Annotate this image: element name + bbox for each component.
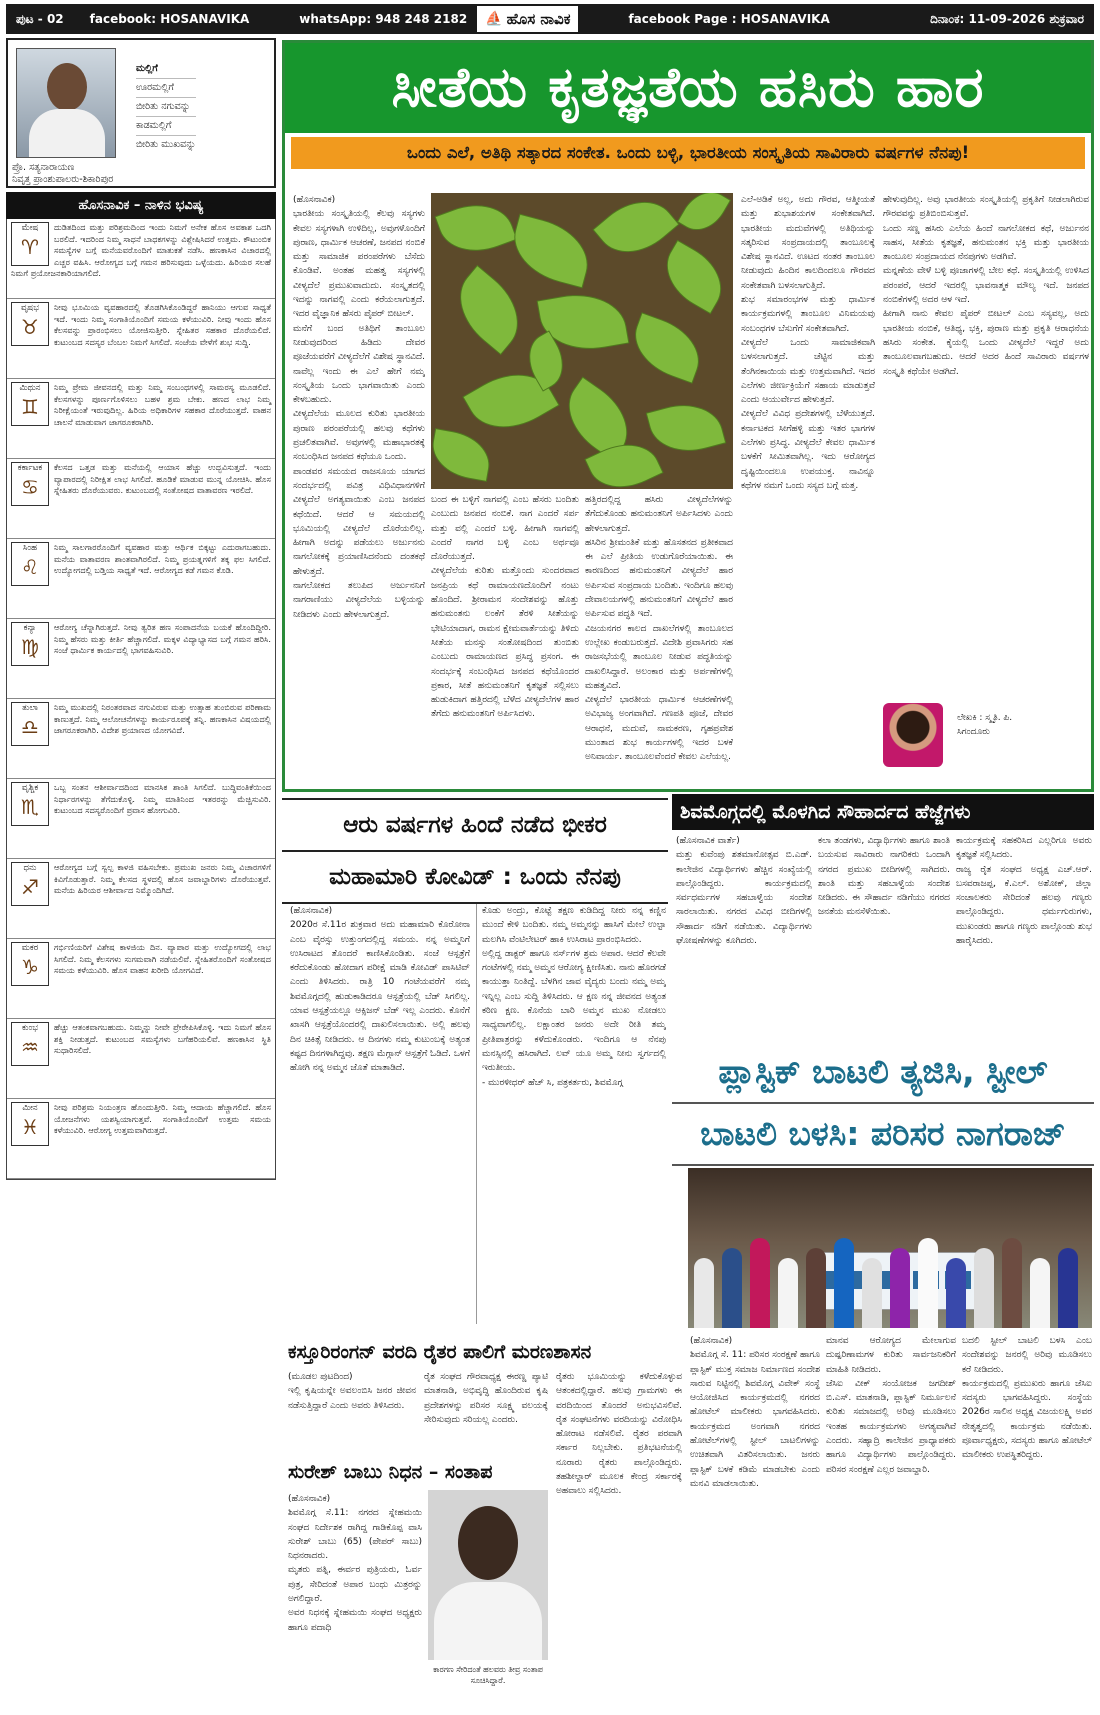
sign-text: ಆರೋಗ್ಯ ಚೆನ್ನಾಗಿರುತ್ತದೆ. ನೀವು ತ್ವರಿತ ಹಣ ಸಂಪಾದನೆಯ ಬಯಕೆ ಹೊಂದಿದ್ದೀರಿ. ನಿಮ್ಮ ಹೆಸರು ಮತ್ತು ಕೀರ್ತಿ ಹೆಚ್ಚಾಗಲಿದೆ. ಮಕ್ಕಳ ವಿದ್ಯಾಭ್ಯಾಸದ ಬಗ್ಗೆ ಗಮನ ಹರಿಸಿ. ಸಂಜೆ ಧಾರ್ಮಿಕ ಕಾರ್ಯದಲ್ಲಿ ಭಾಗವಹಿಸುವಿರಿ. <box>54 622 271 656</box>
horoscope-sign <box>7 1099 275 1179</box>
archer-icon <box>11 862 49 906</box>
shimoga-headline: ಶಿವಮೊಗ್ಗದಲ್ಲಿ ಮೊಳಗಿದ ಸೌಹಾರ್ದದ ಹೆಜ್ಜೆಗಳು <box>672 794 1094 830</box>
person-figure <box>890 1248 910 1328</box>
sign-text: ಗರ್ಭಿಣಿಯರಿಗೆ ವಿಶೇಷ ಕಾಳಜಿಯ ದಿನ. ವ್ಯಾಪಾರ ಮತ್ತು ಉದ್ಯೋಗದಲ್ಲಿ ಲಾಭ ಸಿಗಲಿದೆ. ನಿಮ್ಮ ಕೆಲಸಗಳು ಸುಗಮವಾಗಿ ನಡೆಯಲಿವೆ. ಸ್ನೇಹಿತರೊಂದಿಗೆ ಸಂತೋಷದ ಸಮಯ ಕಳೆಯುವಿರಿ. ಹೊಸ ವಾಹನ ಖರೀದಿ ಯೋಗವಿದೆ. <box>54 942 271 976</box>
scales-icon <box>11 702 49 746</box>
sign-glyph: ♋ <box>21 475 39 499</box>
sign-text: ನಿಮ್ಮ ಮುಖದಲ್ಲಿ ನಿರಂತರವಾದ ನಗುವಿರುವ ಮತ್ತು ಉತ್ಸಾಹ ತುಂಬಿರುವ ಪರಿಣಾಮ ಕಾಣುತ್ತದೆ. ನಿಮ್ಮ ಆಲೋಚನೆಗಳನ್ನು ಕಾರ್ಯರೂಪಕ್ಕೆ ತನ್ನಿ. ಹಣಕಾಸಿನ ವಿಷಯದಲ್ಲಿ ಜಾಗರೂಕರಾಗಿರಿ. ವಿದೇಶ ಪ್ರಯಾಣದ ಯೋಗವಿದೆ. <box>54 702 271 736</box>
sign-name: ಸಿಂಹ <box>22 543 38 553</box>
betel-leaf-icon <box>625 312 710 384</box>
betel-leaves-photo <box>431 193 733 489</box>
sign-name: ಮೇಷ <box>21 223 39 233</box>
person-figure <box>1030 1258 1050 1328</box>
sign-name: ಧನು <box>23 863 37 873</box>
author-caption: ಲೇಖಕಿ : ಸ್ಮೃತಿ. ಪಿ. ಸಿಗಂದೂರು <box>957 713 1013 737</box>
lion-icon <box>11 542 49 586</box>
betel-leaf-icon <box>443 265 536 355</box>
sign-name: ಕುಂಭ <box>21 1023 39 1033</box>
kasturi-col-1: (ಮೂಡಲ ಪುಟದಿಂದ) ಇಲ್ಲಿ ಕೃಷಿಯನ್ನೇ ಅವಲಂಬಿಸಿ ಜನರ ಜೀವನ ನಡೆಸುತ್ತಿದ್ದಾರೆ ಎಂದು ಅವರು ತಿಳಿಸಿದರು. <box>288 1372 416 1411</box>
sign-text: ದುಡಿತದಿಂದ ಮತ್ತು ಪರಿಶ್ರಮದಿಂದ ಇಂದು ನಿಮಗೆ ಅನೇಕ ಹೊಸ ಅವಕಾಶ ಒದಗಿ ಬರಲಿದೆ. ಇದರಿಂದ ನಿಮ್ಮ ಸಾಧನೆ ಬಾಧಕಗಳನ್ನು ವಿಶ್ಲೇಷಿಸಿದರೆ ಉತ್ತಮ. ಕೌಟುಂಬಿಕ ಸಮಸ್ಯೆಗಳ ಬಗ್ಗೆ ಮನೆಯವರೊಂದಿಗೆ ಮಾತುಕತೆ ನಡೆಸಿ. ಹಣಕಾಸಿನ ವಿಚಾರದಲ್ಲಿ ಎಚ್ಚರ ವಹಿಸಿ. ಆರೋಗ್ಯದ ಬಗ್ಗೆ ಗಮನ ಹರಿಸುವುದು ಒಳ್ಳೆಯದು. ಹಿರಿಯರ ಸಲಹೆ ನಿಮಗೆ ಪ್ರಯೋಜನಕಾರಿಯಾಗಲಿದೆ. <box>11 222 271 279</box>
horoscope-sign <box>7 379 275 459</box>
covid-headline: ಆರು ವರ್ಷಗಳ ಹಿಂದೆ ನಡೆದ ಭೀಕರ ಮಹಾಮಾರಿ ಕೋವಿಡ್ : ಒಂದು ನೆನಪು <box>282 796 668 900</box>
sign-text: ನೀವು ಪರಿಶ್ರಮ ನಿಯಂತ್ರಣ ಹೊಂದುತ್ತೀರಿ. ನಿಮ್ಮ ಆದಾಯ ಹೆಚ್ಚಾಗಲಿದೆ. ಹೊಸ ಯೋಜನೆಗಳು ಯಶಸ್ವಿಯಾಗುತ್ತವೆ. ಸಂಗಾತಿಯೊಂದಿಗೆ ಉತ್ತಮ ಸಮಯ ಕಳೆಯುವಿರಿ. ಆರೋಗ್ಯ ಉತ್ತಮವಾಗಿರುತ್ತದೆ. <box>54 1102 271 1136</box>
plastic-col-1: (ಹೊಸನಾವಿಕ) ಶಿವಮೊಗ್ಗ ಸೆ. 11: ಪರಿಸರ ಸಂರಕ್ಷಣೆ ಹಾಗೂ ಪ್ಲಾಸ್ಟಿಕ್ ಮುಕ್ತ ಸಮಾಜ ನಿರ್ಮಾಣದ ಸಂದೇಶ ಸಾರುವ ನಿಟ್ಟಿನಲ್ಲಿ ಶಿವಮೊಗ್ಗ ವಿವೇಕ್ ಸಂಸ್ಥೆ ಆಯೋಜಿಸಿದ ಕಾರ್ಯಕ್ರಮದಲ್ಲಿ ನಗರದ ಹೋಟೆಲ್ ಮಾಲೀಕರು ಭಾಗವಹಿಸಿದರು. ಕಾರ್ಯಕ್ರಮದ ಅಂಗವಾಗಿ ನಗರದ ಹೋಟೆಲ್‌ಗಳಲ್ಲಿ ಸ್ಟೀಲ್ ಬಾಟಲಿಗಳನ್ನು ಉಚಿತವಾಗಿ ವಿತರಿಸಲಾಯಿತು. ಜನರು ಪ್ಲಾಸ್ಟಿಕ್ ಬಳಕೆ ಕಡಿಮೆ ಮಾಡಬೇಕು ಎಂದು ಮನವಿ ಮಾಡಲಾಯಿತು. <box>690 1336 820 1489</box>
horoscope-sign <box>7 859 275 939</box>
betel-leaf-icon <box>505 214 597 289</box>
poem-box <box>6 38 276 188</box>
issue-date: ದಿನಾಂಕ: 11-09-2026 ಶುಕ್ರವಾರ <box>930 11 1084 26</box>
shimoga-col-2: ಕಲಾ ತಂಡಗಳು, ವಿದ್ಯಾರ್ಥಿಗಳು ಹಾಗೂ ಶಾಂತಿ ಬಯಸುವ ಸಾವಿರಾರು ನಾಗರಿಕರು ಒಂದಾಗಿ ನಗರದ ಪ್ರಮುಖ ಬೀದಿಗಳಲ್ಲಿ ಸಾಗಿದರು. ಶಾಂತಿ ಮತ್ತು ಸಹಬಾಳ್ವೆಯ ಸಂದೇಶ ನೀಡಿದರು. ಈ ಸೌಹಾರ್ದ ನಡಿಗೆಯು ನಗರದ ಜನತೆಯ ಮನಸೆಳೆಯಿತು. <box>818 836 950 918</box>
group-photo <box>688 1168 1092 1328</box>
poet-photo <box>16 48 116 158</box>
water-bearer-icon <box>11 1022 49 1066</box>
goat-icon <box>11 942 49 986</box>
sign-glyph: ♌ <box>21 555 39 579</box>
horoscope-sign <box>7 539 275 619</box>
main-headline: ಸೀತೆಯ ಕೃತಜ್ಞತೆಯ ಹಸಿರು ಹಾರ <box>285 43 1091 133</box>
sign-name: ವೃಷಭ <box>20 303 40 313</box>
sign-glyph: ♒ <box>21 1035 39 1059</box>
betel-leaf-icon <box>435 193 518 263</box>
person-figure <box>1058 1248 1078 1328</box>
sign-name: ಮಕರ <box>21 943 39 953</box>
poet-caption: ಪ್ರೊ. ಸತ್ಯನಾರಾಯಣ ನಿವೃತ್ತ ಪ್ರಾಂಶುಪಾಲರು-ಶಿಕಾರಿಪುರ <box>12 162 114 185</box>
author-photo <box>883 703 943 767</box>
newspaper-logo: ⛵ ಹೊಸ ನಾವಿಕ <box>477 6 578 32</box>
ship-icon: ⛵ <box>485 11 503 27</box>
person-figure <box>1002 1238 1022 1328</box>
sign-glyph: ♊ <box>21 395 39 419</box>
sign-name: ವೃಶ್ಚಿಕ <box>21 783 39 793</box>
horoscope-sign <box>7 1019 275 1099</box>
horoscope-title: ಹೊಸನಾವಿಕ – ನಾಳಿನ ಭವಿಷ್ಯ <box>6 192 276 219</box>
scorpion-icon <box>11 782 49 826</box>
main-story <box>282 40 1094 792</box>
sign-glyph: ♈ <box>21 235 39 259</box>
sign-text: ಹೆಚ್ಚು ಆತಂಕವಾಗಬಹುದು. ನಿಮ್ಮನ್ನು ನೀವೇ ಪ್ರೇರೇಪಿಸಿಕೊಳ್ಳಿ. ಇದು ನಿಮಗೆ ಹೊಸ ಶಕ್ತಿ ನೀಡುತ್ತದೆ. ಕುಟುಂಬದ ಸಮಸ್ಯೆಗಳು ಬಗೆಹರಿಯಲಿವೆ. ಹಣಕಾಸಿನ ಸ್ಥಿತಿ ಸುಧಾರಿಸಲಿದೆ. <box>54 1022 271 1056</box>
sign-name: ಮೀನ <box>22 1103 38 1113</box>
kasturi-col-3: ರೈತರು ಭೂಮಿಯನ್ನು ಕಳೆದುಕೊಳ್ಳುವ ಆತಂಕದಲ್ಲಿದ್ದಾರೆ. ಹಲವು ಗ್ರಾಮಗಳು ಈ ವರದಿಯಿಂದ ತೊಂದರೆ ಅನುಭವಿಸಲಿವೆ. ರೈತ ಸಂಘಟನೆಗಳು ವರದಿಯನ್ನು ವಿರೋಧಿಸಿ ಹೋರಾಟ ನಡೆಸಲಿವೆ. ರೈತರ ಪರವಾಗಿ ಸರ್ಕಾರ ನಿಲ್ಲಬೇಕು. ಪ್ರತಿಭಟನೆಯಲ್ಲಿ ನೂರಾರು ರೈತರು ಪಾಲ್ಗೊಂಡಿದ್ದರು. ತಹಶೀಲ್ದಾರ್ ಮೂಲಕ ಕೇಂದ್ರ ಸರ್ಕಾರಕ್ಕೆ ಅಹವಾಲು ಸಲ್ಲಿಸಿದರು. <box>556 1372 682 1497</box>
horoscope-sign <box>7 459 275 539</box>
sign-name: ಕನ್ಯಾ <box>23 623 37 633</box>
page-number: ಪುಟ - 02 <box>16 11 64 26</box>
whatsapp-number: whatsApp: 948 248 2182 <box>299 12 468 26</box>
betel-leaf-icon <box>677 193 731 240</box>
plastic-col-2: ಮಾನವ ಆರೋಗ್ಯದ ಮೇಲಾಗುವ ದುಷ್ಪರಿಣಾಮಗಳ ಕುರಿತು ಸಾರ್ವಜನಿಕರಿಗೆ ಮಾಹಿತಿ ನೀಡಿದರು. ಜೆಸಿಐ ವೀಕ್ ಸಂಯೋಜಕ ಜಗದೀಶ್ ಬಿ.ಎಸ್. ಮಾತನಾಡಿ, ಪ್ಲಾಸ್ಟಿಕ್ ನಿರ್ಮೂಲನೆ ಕುರಿತು ಸಮಾಜದಲ್ಲಿ ಅರಿವು ಮೂಡಿಸಲು ಇಂತಹ ಕಾರ್ಯಕ್ರಮಗಳು ಅಗತ್ಯವಾಗಿವೆ ಎಂದರು. ಸಹ್ಯಾದ್ರಿ ಕಾಲೇಜಿನ ಪ್ರಾಧ್ಯಾಪಕರು ಹಾಗೂ ವಿದ್ಯಾರ್ಥಿಗಳು ಪಾಲ್ಗೊಂಡಿದ್ದರು. ಪರಿಸರ ಸಂರಕ್ಷಣೆ ಎಲ್ಲರ ಜವಾಬ್ದಾರಿ. <box>826 1336 956 1475</box>
covid-col-1: (ಹೊಸನಾವಿಕ) 2020ರ ಸೆ.11ರ ಶುಕ್ರವಾರ ಅದು ಮಹಾಮಾರಿ ಕೊರೋನಾ ಎಂಬ ವೈರಸ್ಸು ಉತ್ತುಂಗದಲ್ಲಿದ್ದ ಸಮಯ. ನನ್ನ ಅಮ್ಮನಿಗೆ ಉಸಿರಾಟದ ತೊಂದರೆ ಕಾಣಿಸಿಕೊಂಡಿತು. ಸಂಜೆ ಆಸ್ಪತ್ರೆಗೆ ಕರೆದುಕೊಂಡು ಹೋದಾಗ ಪರೀಕ್ಷೆ ಮಾಡಿ ಕೋವಿಡ್ ಪಾಸಿಟಿವ್ ಎಂದು ತಿಳಿಸಿದರು. ರಾತ್ರಿ 10 ಗಂಟೆಯವರೆಗೆ ನಮ್ಮ ಶಿವಮೊಗ್ಗದಲ್ಲಿ ಹುಡುಕಾಡಿದರೂ ಆಸ್ಪತ್ರೆಯಲ್ಲಿ ಬೆಡ್ ಸಿಗಲಿಲ್ಲ. ಯಾವ ಆಸ್ಪತ್ರೆಯಲ್ಲೂ ಆಕ್ಸಿಜನ್ ಬೆಡ್ ಇಲ್ಲ ಎಂದರು. ಕೊನೆಗೆ ಖಾಸಗಿ ಆಸ್ಪತ್ರೆಯೊಂದರಲ್ಲಿ ದಾಖಲಿಸಲಾಯಿತು. ಅಲ್ಲಿ ಹಲವು ದಿನ ಚಿಕಿತ್ಸೆ ನೀಡಿದರು. ಆ ದಿನಗಳು ನಮ್ಮ ಕುಟುಂಬಕ್ಕೆ ಅತ್ಯಂತ ಕಷ್ಟದ ದಿನಗಳಾಗಿದ್ದವು. ತಕ್ಷಣ ಮೆಗ್ಗಾನ್ ಆಸ್ಪತ್ರೆಗೆ ಓಡಿದೆ. ಒಳಗೆ ಹೋಗಿ ನನ್ನ ಅಮ್ಮನ ಜೊತೆ ಮಾತಾಡಿದೆ. <box>290 906 470 1074</box>
main-col-2: ಬಂದ ಈ ಬಳ್ಳಿಗೆ ನಾಗವಲ್ಲಿ ಎಂಬ ಹೆಸರು ಬಂದಿತು ಎಂಬುದು ಜನಪದ ನಂಬಿಕೆ. ನಾಗ ಎಂದರೆ ಸರ್ಪ ಮತ್ತು ವಲ್ಲಿ ಎಂದರೆ ಬಳ್ಳಿ. ಹೀಗಾಗಿ ನಾಗವಲ್ಲಿ ಎಂದರೆ ನಾಗರ ಬಳ್ಳಿ ಎಂಬ ಅರ್ಥವೂ ದೊರೆಯುತ್ತದೆ. ವೀಳ್ಯದೆಲೆಯ ಕುರಿತು ಮತ್ತೊಂದು ಸುಂದರವಾದ ಜನಪ್ರಿಯ ಕಥೆ ರಾಮಾಯಣದೊಂದಿಗೆ ನಂಟು ಹೊಂದಿದೆ. ಶ್ರೀರಾಮನ ಸಂದೇಶವನ್ನು ಹೊತ್ತು ಹನುಮಂತನು ಲಂಕೆಗೆ ತೆರಳಿ ಸೀತೆಯನ್ನು ಭೇಟಿಯಾದಾಗ, ರಾಮನ ಕ್ಷೇಮವಾರ್ತೆಯನ್ನು ತಿಳಿದು ಸೀತೆಯ ಮನಸ್ಸು ಸಂತೋಷದಿಂದ ತುಂಬಿತು ಎಂಬುದು ರಾಮಾಯಣದ ಪ್ರಸಿದ್ಧ ಪ್ರಸಂಗ. ಈ ಸಂದರ್ಭಕ್ಕೆ ಸಂಬಂಧಿಸಿದ ಜನಪದ ಕಥೆಯೊಂದರ ಪ್ರಕಾರ, ಸೀತೆ ಹನುಮಂತನಿಗೆ ಕೃತಜ್ಞತೆ ಸಲ್ಲಿಸಲು ಹುಡುಕಿದಾಗ ಹತ್ತಿರದಲ್ಲಿ ಬೆಳೆದ ವೀಳ್ಯದೆಲೆಗಳ ಹಾರ ತೆಗೆದು ಹನುಮಂತನಿಗೆ ಅರ್ಪಿಸಿದಳು. <box>431 495 579 720</box>
betel-leaf-icon <box>653 240 733 315</box>
sign-text: ಒಬ್ಬ ಸಂತನ ಆಶೀರ್ವಾದದಿಂದ ಮಾನಸಿಕ ಶಾಂತಿ ಸಿಗಲಿದೆ. ಬುದ್ಧಿವಂತಿಕೆಯಿಂದ ನಿರ್ಧಾರಗಳನ್ನು ತೆಗೆದುಕೊಳ್ಳಿ. ನಿಮ್ಮ ಮಾತಿನಿಂದ ಇತರರನ್ನು ಮೆಚ್ಚಿಸುವಿರಿ. ಕುಟುಂಬದ ಸದಸ್ಯರೊಂದಿಗೆ ಪ್ರವಾಸ ಹೋಗುವಿರಿ. <box>54 782 271 816</box>
person-figure <box>722 1248 742 1328</box>
poem-text: ಮಲ್ಲಿಗೆ ಊರಮಲ್ಲಿಗೆ ಬೀರಿತು ನಗುವನ್ನು ಕಾಡಮಲ್ಲಿಗೆ ಬೀರಿತು ಮುಖವನ್ನು <box>136 60 196 154</box>
main-col-3: ಹತ್ತಿರದಲ್ಲಿದ್ದ ಹಸಿರು ವೀಳ್ಯದೆಲೆಗಳನ್ನು ತೆಗೆದುಕೊಂಡು ಹನುಮಂತನಿಗೆ ಅರ್ಪಿಸಿದಳು ಎಂದು ಹೇಳಲಾಗುತ್ತದೆ. ಹಸಿರಿನ ಶ್ರೀಮಂತಿಕೆ ಮತ್ತು ಹೊಸತನದ ಪ್ರತೀಕವಾದ ಈ ಎಲೆ ಪ್ರೀತಿಯ ಉಡುಗೊರೆಯಾಯಿತು. ಈ ಕಾರಣದಿಂದ ಹನುಮಂತನಿಗೆ ವೀಳ್ಯದೆಲೆ ಹಾರ ಅರ್ಪಿಸುವ ಸಂಪ್ರದಾಯ ಬಂದಿತು. ಇಂದಿಗೂ ಹಲವು ದೇವಾಲಯಗಳಲ್ಲಿ ಹನುಮಂತನಿಗೆ ವೀಳ್ಯದೆಲೆ ಹಾರ ಅರ್ಪಿಸುವ ಪದ್ಧತಿ ಇದೆ. ವಿಜಯನಗರ ಕಾಲದ ದಾಖಲೆಗಳಲ್ಲಿ ತಾಂಬೂಲದ ಉಲ್ಲೇಖ ಕಂಡುಬರುತ್ತದೆ. ವಿದೇಶಿ ಪ್ರವಾಸಿಗರು ಸಹ ರಾಜಸಭೆಯಲ್ಲಿ ತಾಂಬೂಲ ನೀಡುವ ಪದ್ಧತಿಯನ್ನು ದಾಖಲಿಸಿದ್ದಾರೆ. ಅಲಂಕಾರ ಮತ್ತು ಅರ್ಪಣೆಗಳಲ್ಲಿ ಮಹತ್ವವಿದೆ. ವೀಳ್ಯದೆಲೆ ಭಾರತೀಯ ಧಾರ್ಮಿಕ ಆಚರಣೆಗಳಲ್ಲಿ ಅವಿಭಾಜ್ಯ ಅಂಗವಾಗಿದೆ. ಗಣಪತಿ ಪೂಜೆ, ದೇವರ ಆರಾಧನೆ, ಮದುವೆ, ನಾಮಕರಣ, ಗೃಹಪ್ರವೇಶ ಮುಂತಾದ ಶುಭ ಕಾರ್ಯಗಳಲ್ಲಿ ಇದರ ಬಳಕೆ ಅನಿವಾರ್ಯ. ತಾಂಬೂಲವೆಂದರೆ ಕೇವಲ ಎಲೆಯಲ್ಲ. <box>585 495 733 763</box>
horoscope-sign <box>7 619 275 699</box>
sign-name: ತುಲಾ <box>22 703 38 713</box>
facebook-handle: facebook: HOSANAVIKA <box>89 12 250 26</box>
horoscope-list <box>6 219 276 1180</box>
horoscope-sign <box>7 299 275 379</box>
facebook-page: facebook Page : HOSANAVIKA <box>628 12 830 26</box>
bull-icon <box>11 302 49 346</box>
person-figure <box>834 1238 854 1328</box>
suresh-photo <box>428 1490 548 1660</box>
sign-text: ಕೆಲಸದ ಒತ್ತಡ ಮತ್ತು ಮನೆಯಲ್ಲಿ ಆಯಾಸ ಹೆಚ್ಚು ಉದ್ಭವಿಸುತ್ತದೆ. ಇಂದು ವ್ಯಾಪಾರದಲ್ಲಿ ನಿರೀಕ್ಷಿತ ಲಾಭ ಸಿಗಲಿದೆ. ಹೂಡಿಕೆ ಮಾಡುವ ಮುನ್ನ ಯೋಚಿಸಿ. ಹೊಸ ಸ್ನೇಹಿತರು ದೊರೆಯುವರು. ಕುಟುಂಬದಲ್ಲಿ ಸಂತೋಷದ ವಾತಾವರಣ ಇರಲಿದೆ. <box>54 462 271 496</box>
shimoga-col-1: (ಹೊಸನಾವಿಕ ವಾರ್ತೆ) ಮತ್ತು ಕುವೆಂಪು ಶತಮಾನೋತ್ಸವ ಬಿ.ಎಡ್. ಕಾಲೇಜಿನ ವಿದ್ಯಾರ್ಥಿಗಳು ಹೆಚ್ಚಿನ ಸಂಖ್ಯೆಯಲ್ಲಿ ಪಾಲ್ಗೊಂಡಿದ್ದರು. ಕಾರ್ಯಕ್ರಮದಲ್ಲಿ ಸರ್ವಧರ್ಮಗಳ ಸಹಬಾಳ್ವೆಯ ಸಂದೇಶ ಸಾರಲಾಯಿತು. ನಗರದ ವಿವಿಧ ಬೀದಿಗಳಲ್ಲಿ ಸೌಹಾರ್ದ ನಡಿಗೆ ನಡೆಯಿತು. ವಿದ್ಯಾರ್ಥಿಗಳು ಘೋಷಣೆಗಳನ್ನು ಕೂಗಿದರು. <box>676 836 812 947</box>
sign-name: ಕರ್ಕಾಟಕ <box>17 463 43 473</box>
suresh-caption: ಕಾರಗಣ ಸೇರಿದಂತೆ ಹಲವರು ತೀವ್ರ ಸಂತಾಪ ಸೂಚಿಸಿದ್ದಾರೆ. <box>433 1665 543 1685</box>
column-rule <box>476 904 477 1324</box>
person-figure <box>806 1248 826 1328</box>
sign-text: ನಿಮ್ಮ ಸಾಲಗಾರರೊಂದಿಗೆ ವ್ಯವಹಾರ ಮತ್ತು ಆರ್ಥಿಕ ಬಿಕ್ಕಟ್ಟು ಎದುರಾಗಬಹುದು. ಮನೆಯ ವಾತಾವರಣ ಶಾಂತವಾಗಿರಲಿದೆ. ನಿಮ್ಮ ಪ್ರಯತ್ನಗಳಿಗೆ ತಕ್ಕ ಫಲ ಸಿಗಲಿದೆ. ಉದ್ಯೋಗದಲ್ಲಿ ಬಡ್ತಿಯ ಸಾಧ್ಯತೆ ಇದೆ. ಆರೋಗ್ಯದ ಕಡೆ ಗಮನ ಕೊಡಿ. <box>54 542 271 576</box>
betel-leaf-icon <box>431 428 494 482</box>
sign-glyph: ♑ <box>21 955 39 979</box>
sign-glyph: ♐ <box>21 875 39 899</box>
sign-glyph: ♍ <box>21 635 39 659</box>
suresh-text: (ಹೊಸನಾವಿಕ) ಶಿವಮೊಗ್ಗ ಸೆ.11: ನಗರದ ಸ್ನೇಹಮಯಿ ಸಂಘದ ನಿರ್ದೇಶಕ ರಾಗಿದ್ದ ಗಾಡಿಕೊಪ್ಪ ವಾಸಿ ಸುರೇಶ್ ಬಾಬು (65) (ಪೇಪರ್ ಸಾಬು) ನಿಧನರಾದರು. ಮೃತರು ಪತ್ನಿ, ಈರ್ವರ ಪುತ್ರಿಯರು, ಓರ್ವ ಪುತ್ರ, ಸೇರಿದಂತೆ ಅಪಾರ ಬಂಧು ಮಿತ್ರರನ್ನು ಅಗಲಿದ್ದಾರೆ. ಅವರ ನಿಧನಕ್ಕೆ ಸ್ನೇಹಮಯಿ ಸಂಘದ ಅಧ್ಯಕ್ಷರು ಹಾಗೂ ಪದಾಧಿ <box>288 1494 422 1633</box>
main-subheadline: ಒಂದು ಎಲೆ, ಅತಿಥಿ ಸತ್ಕಾರದ ಸಂಕೇತ. ಒಂದು ಬಳ್ಳಿ, ಭಾರತೀಯ ಸಂಸ್ಕೃತಿಯ ಸಾವಿರಾರು ವರ್ಷಗಳ ನೆನಪು! <box>291 137 1085 169</box>
main-col-5: ಹೇಳುವುದಿಲ್ಲ. ಅವು ಭಾರತೀಯ ಸಂಸ್ಕೃತಿಯಲ್ಲಿ ಪ್ರಕೃತಿಗೆ ನೀಡಲಾಗಿರುವ ಗೌರವವನ್ನು ಪ್ರತಿಬಿಂಬಿಸುತ್ತವೆ. ಒಂದು ಸಣ್ಣ ಹಸಿರು ಎಲೆಯ ಹಿಂದೆ ನಾಗಲೋಕದ ಕಥೆ, ಅರ್ಜುನನ ಸಾಹಸ, ಸೀತೆಯ ಕೃತಜ್ಞತೆ, ಹನುಮಂತನ ಭಕ್ತಿ ಮತ್ತು ಭಾರತೀಯ ತಾಂಬೂಲ ಸಂಪ್ರದಾಯದ ನೆನಪುಗಳು ಅಡಗಿವೆ. ಮನ್ನಣೆಯ ವೇಳೆ ಬಳ್ಳಿ ಪೂಜಾಗಳಲ್ಲಿ ಬೇಲ ಕಥೆ. ಸಂಸ್ಕೃತಿಯಲ್ಲಿ ಉಳಿಸಿದ ಪರಂಪರೆ, ಆದರೆ ಇದರಲ್ಲಿ ಭಾವನಾತ್ಮಕ ಮೌಲ್ಯ ಇದೆ. ಜನಪದ ನಂಬಿಕೆಗಳಲ್ಲಿ ಅದರ ಆಳ ಇದೆ. ಹೀಗಾಗಿ ನಾನು ಕೇವಲ ಪೈಪರ್ ಬೀಟಲ್ ಎಂಬ ಸಸ್ಯವಲ್ಲ, ಅದು ಭಾರತೀಯ ನಂಬಿಕೆ, ಆತಿಥ್ಯ, ಭಕ್ತಿ, ಪುರಾಣ ಮತ್ತು ಪ್ರಕೃತಿ ಆರಾಧನೆಯ ಹಸಿರು ಸಂಕೇತ. ಕೈಯಲ್ಲಿ ಒಂದು ವೀಳ್ಯದೆಲೆ ಇದ್ದರೆ ಅದು ತಾಂಬೂಲವಾಗಬಹುದು. ಆದರೆ ಅದರ ಹಿಂದೆ ಸಾವಿರಾರು ವರ್ಷಗಳ ಸಂಸ್ಕೃತಿ ಕಥೆಯೇ ಅಡಗಿದೆ. <box>883 195 1089 377</box>
betel-leaf-icon <box>646 395 727 461</box>
fish-icon <box>11 1102 49 1146</box>
sign-name: ಮಿಥುನ <box>19 383 41 393</box>
main-col-1: (ಹೊಸನಾವಿಕ) ಭಾರತೀಯ ಸಂಸ್ಕೃತಿಯಲ್ಲಿ ಕೆಲವು ಸಸ್ಯಗಳು ಕೇವಲ ಸಸ್ಯಗಳಾಗಿ ಉಳಿದಿಲ್ಲ, ಅವುಗಳೊಂದಿಗೆ ಪುರಾಣ, ಧಾರ್ಮಿಕ ಆಚರಣೆ, ಜನಪದ ನಂಬಿಕೆ ಮತ್ತು ಸಾಮಾಜಿಕ ಪರಂಪರೆಗಳು ಬೆಸೆದು ಕೊಂಡಿವೆ. ಅಂತಹ ಮಹತ್ವ ಸಸ್ಯಗಳಲ್ಲಿ ವೀಳ್ಯದೆಲೆ ಪ್ರಮುಖವಾದುದು. ಸಂಸ್ಕೃತದಲ್ಲಿ ಇದನ್ನು ನಾಗವಲ್ಲಿ ಎಂದು ಕರೆಯಲಾಗುತ್ತದೆ. ಇದರ ವೈಜ್ಞಾನಿಕ ಹೆಸರು ಪೈಪರ್ ಬೀಟಲ್. ಮನೆಗೆ ಬಂದ ಅತಿಥಿಗೆ ತಾಂಬೂಲ ನೀಡುವುದರಿಂದ ಹಿಡಿದು ದೇವರ ಪೂಜೆಯವರೆಗೆ ವೀಳ್ಯದೆಲೆಗೆ ವಿಶೇಷ ಸ್ಥಾನವಿದೆ. ನಾವೆಲ್ಲ ಇಂದು ಈ ಎಲೆ ಹೇಗೆ ನಮ್ಮ ಸಂಸ್ಕೃತಿಯ ಒಂದು ಭಾಗವಾಯಿತು ಎಂದು ಕೇಳಬಹುದು. ವೀಳ್ಯದೆಲೆಯ ಮೂಲದ ಕುರಿತು ಭಾರತೀಯ ಪುರಾಣ ಪರಂಪರೆಯಲ್ಲಿ ಹಲವು ಕಥೆಗಳು ಪ್ರಚಲಿತವಾಗಿವೆ. ಅವುಗಳಲ್ಲಿ ಮಹಾಭಾರತಕ್ಕೆ ಸಂಬಂಧಿಸಿದ ಜನಪದ ಕಥೆಯೂ ಒಂದು. ಪಾಂಡವರ ಸಮಯದ ರಾಜಸೂಯ ಯಾಗದ ಸಂದರ್ಭದಲ್ಲಿ ಪವಿತ್ರ ವಿಧಿವಿಧಾನಗಳಿಗೆ ವೀಳ್ಯದೆಲೆ ಅಗತ್ಯವಾಯಿತು ಎಂಬ ಜನಪದ ಕಥೆಯಿದೆ. ಆದರೆ ಆ ಸಮಯದಲ್ಲಿ ಭೂಮಿಯಲ್ಲಿ ವೀಳ್ಯದೆಲೆ ದೊರೆಯಲಿಲ್ಲ. ಹೀಗಾಗಿ ಅದನ್ನು ಪಡೆಯಲು ಅರ್ಜುನನು ನಾಗಲೋಕಕ್ಕೆ ಪ್ರಯಾಣಿಸಿದನೆಂದು ದಂತಕಥೆ ಹೇಳುತ್ತದೆ. ನಾಗಲೋಕದ ತಲುಪಿದ ಅರ್ಜುನನಿಗೆ ನಾಗರಾಣಿಯು ವೀಳ್ಯದೆಲೆಯ ಬಳ್ಳಿಯನ್ನು ನೀಡಿದಳು ಎಂದು ಹೇಳಲಾಗುತ್ತದೆ. <box>293 195 425 620</box>
sign-text: ನಿಮ್ಮ ಪ್ರೇಮ ಜೀವನದಲ್ಲಿ ಮತ್ತು ನಿಮ್ಮ ಸಂಬಂಧಗಳಲ್ಲಿ ಸಾಮರಸ್ಯ ಮೂಡಲಿದೆ. ಕೆಲಸಗಳನ್ನು ಪೂರ್ಣಗೊಳಿಸಲು ಬಹಳ ಶ್ರಮ ಬೇಕು. ಹಣದ ಲಾಭ ನಿಮ್ಮ ನಿರೀಕ್ಷೆಯಂತೆ ಇರುವುದಿಲ್ಲ. ಹಿರಿಯ ಅಧಿಕಾರಿಗಳ ಸಹಕಾರ ದೊರೆಯುತ್ತದೆ. ವಾಹನ ಚಾಲನೆ ಮಾಡುವಾಗ ಜಾಗರೂಕರಾಗಿರಿ. <box>54 382 271 427</box>
shimoga-col-3: ಕಾರ್ಯಕ್ರಮಕ್ಕೆ ಸಹಕರಿಸಿದ ಎಲ್ಲರಿಗೂ ಅವರು ಕೃತಜ್ಞತೆ ಸಲ್ಲಿಸಿದರು. ರಾಜ್ಯ ರೈತ ಸಂಘದ ಅಧ್ಯಕ್ಷ ಎಚ್.ಆರ್. ಬಸವರಾಜಪ್ಪ, ಕೆ.ಎಲ್. ಅಶೋಕ್, ಜಿಲ್ಲಾ ಸಂಚಾಲಕರು ಸೇರಿದಂತೆ ಹಲವು ಗಣ್ಯರು ಪಾಲ್ಗೊಂಡಿದ್ದರು. ಧರ್ಮಗುರುಗಳು, ಮುಖಂಡರು ಹಾಗೂ ಗಣ್ಯರು ಪಾಲ್ಗೊಂಡು ಶುಭ ಹಾರೈಸಿದರು. <box>956 836 1092 947</box>
sign-text: ನೀವು ಭೂಮಿಯ ವ್ಯವಹಾರದಲ್ಲಿ ತೊಡಗಿಸಿಕೊಂಡಿದ್ದರೆ ಹಾನಿಯು ಆಗುವ ಸಾಧ್ಯತೆ ಇದೆ. ಇಂದು ನಿಮ್ಮ ಸಂಗಾತಿಯೊಂದಿಗೆ ಸಮಯ ಕಳೆಯುವಿರಿ. ನೀವು ಇಂದು ಹೊಸ ಕೆಲಸವನ್ನು ಪ್ರಾರಂಭಿಸಲು ಯೋಜಿಸುತ್ತೀರಿ. ಸ್ನೇಹಿತರ ಸಹಕಾರ ದೊರೆಯಲಿದೆ. ಕುಟುಂಬದ ಸದಸ್ಯರ ಬೆಂಬಲ ನಿಮಗೆ ಸಿಗಲಿದೆ. ಸಂಜೆಯ ವೇಳೆಗೆ ಶುಭ ಸುದ್ದಿ. <box>54 302 271 347</box>
person-figure <box>946 1258 966 1328</box>
top-bar <box>6 4 1094 34</box>
person-figure <box>778 1258 798 1328</box>
sign-glyph: ♏ <box>21 795 39 819</box>
horoscope-sign <box>7 779 275 859</box>
main-col-4: ಎಲೆ-ಅಡಿಕೆ ಅಲ್ಲ, ಅದು ಗೌರವ, ಆತ್ಮೀಯತೆ ಮತ್ತು ಶುಭಾಶಯಗಳ ಸಂಕೇತವಾಗಿದೆ. ಭಾರತೀಯ ಮದುವೆಗಳಲ್ಲಿ ಅತಿಥಿಯನ್ನು ಸತ್ಕರಿಸುವ ಸಂಪ್ರದಾಯದಲ್ಲಿ ತಾಂಬೂಲಕ್ಕೆ ವಿಶೇಷ ಸ್ಥಾನವಿದೆ. ಊಟದ ನಂತರ ತಾಂಬೂಲ ನೀಡುವುದು ಹಿಂದಿನ ಕಾಲದಿಂದಲೂ ಗೌರವದ ಸಂಕೇತವಾಗಿ ಬಳಸಲಾಗುತ್ತಿದೆ. ಶುಭ ಸಮಾರಂಭಗಳ ಮತ್ತು ಧಾರ್ಮಿಕ ಕಾರ್ಯಕ್ರಮಗಳಲ್ಲಿ ತಾಂಬೂಲ ವಿನಿಮಯವು ಸಂಬಂಧಗಳ ಬೆಸುಗೆಗೆ ಸಂಕೇತವಾಗಿದೆ. ವೀಳ್ಯದೆಲೆ ಒಂದು ಸಾಮಾಜಿಕವಾಗಿ ಬಳಸಲಾಗುತ್ತದೆ. ಚೆಟ್ಟಿನ ಮತ್ತು ತೆಂಗಿನಕಾಯಿಯ ಮತ್ತು ಉತ್ತಮವಾಗಿದೆ. ಇದರ ಎಲೆಗಳು ಜೀರ್ಣಕ್ರಿಯೆಗೆ ಸಹಾಯ ಮಾಡುತ್ತವೆ ಎಂದು ಆಯುರ್ವೇದ ಹೇಳುತ್ತದೆ. ವೀಳ್ಯದೆಲೆ ವಿವಿಧ ಪ್ರದೇಶಗಳಲ್ಲಿ ಬೆಳೆಯುತ್ತದೆ. ಕರ್ನಾಟಕದ ಸೀಗೆಹಳ್ಳಿ ಮತ್ತು ಇತರ ಭಾಗಗಳ ಎಲೆಗಳು ಪ್ರಸಿದ್ಧ. ವೀಳ್ಯದೆಲೆ ಕೇವಲ ಧಾರ್ಮಿಕ ಬಳಕೆಗೆ ಸೀಮಿತವಾಗಿಲ್ಲ. ಇದು ಆರೋಗ್ಯದ ದೃಷ್ಟಿಯಿಂದಲೂ ಉಪಯುಕ್ತ. ನಾವಿನ್ನೂ ಕಥೆಗಳ ನಮಗೆ ಒಂದು ಸಸ್ಯದ ಬಗ್ಗೆ ಮತ್ತ. <box>741 195 875 491</box>
sign-glyph: ♓ <box>21 1115 39 1139</box>
horoscope-sign <box>7 939 275 1019</box>
sign-glyph: ♎ <box>21 715 39 739</box>
sign-glyph: ♉ <box>21 315 39 339</box>
plastic-col-3: ಬದಲಿ ಸ್ಟೀಲ್ ಬಾಟಲಿ ಬಳಸಿ ಎಂಬ ಸಂದೇಶವನ್ನು ಜನರಲ್ಲಿ ಅರಿವು ಮೂಡಿಸಲು ಕರೆ ನೀಡಿದರು. ಕಾರ್ಯಕ್ರಮದಲ್ಲಿ ಪ್ರಮುಖರು ಹಾಗೂ ಜೆಸಿಐ ಸದಸ್ಯರು ಭಾಗವಹಿಸಿದ್ದರು. ಸಂಸ್ಥೆಯ 2026ರ ಸಾಲಿನ ಅಧ್ಯಕ್ಷ ವಿಜಯಲಕ್ಷ್ಮಿ ಅವರ ನೇತೃತ್ವದಲ್ಲಿ ಕಾರ್ಯಕ್ರಮ ನಡೆಯಿತು. ಪೂರ್ವಾಧ್ಯಕ್ಷರು, ಸದಸ್ಯರು ಹಾಗೂ ಹೋಟೆಲ್ ಮಾಲೀಕರು ಉಪಸ್ಥಿತರಿದ್ದರು. <box>962 1336 1092 1461</box>
suresh-headline: ಸುರೇಶ್ ಬಾಬು ನಿಧನ – ಸಂತಾಪ <box>288 1461 493 1483</box>
person-figure <box>862 1258 882 1328</box>
covid-col-2: ಕೊಡು ಅಂದ್ರು, ಕೊಟ್ಟೆ ತಕ್ಷಣ ಕುಡಿದಿದ್ದ ನೀರು ನನ್ನ ಕಣ್ಣಿನ ಮುಂದೆ ಕೇಳಿ ಬಂದಿತು. ನಮ್ಮ ಅಮ್ಮನನ್ನು ಹಾಸಿಗೆ ಮೇಲೆ ಉಲ್ಟಾ ಮಲಗಿಸಿ ವೆಂಟಿಲೇಟರ್ ಹಾಕಿ ಉಸಿರಾಟ ಪ್ರಾರಂಭಿಸಿದರು. ಅಲ್ಲಿದ್ದ ಡಾಕ್ಟರ್ ಹಾಗೂ ನರ್ಸ್‌ಗಳ ಶ್ರಮ ಅಪಾರ. ಆದರೆ ಕೆಲವೇ ಗಂಟೆಗಳಲ್ಲಿ ನಮ್ಮ ಅಮ್ಮನ ಆರೋಗ್ಯ ಕ್ಷೀಣಿಸಿತು. ನಾನು ಹೊರಗಡೆ ಕಾಯುತ್ತಾ ನಿಂತಿದ್ದೆ. ಬೆಳಗಿನ ಜಾವ ವೈದ್ಯರು ಬಂದು ನಮ್ಮ ಅಮ್ಮ ಇನ್ನಿಲ್ಲ ಎಂಬ ಸುದ್ದಿ ತಿಳಿಸಿದರು. ಆ ಕ್ಷಣ ನನ್ನ ಜೀವನದ ಅತ್ಯಂತ ಕಠಿಣ ಕ್ಷಣ. ಕೊನೆಯ ಬಾರಿ ಅಮ್ಮನ ಮುಖ ನೋಡಲು ಸಾಧ್ಯವಾಗಲಿಲ್ಲ. ಲಕ್ಷಾಂತರ ಜನರು ಅದೇ ರೀತಿ ತಮ್ಮ ಪ್ರೀತಿಪಾತ್ರರನ್ನು ಕಳೆದುಕೊಂಡರು. ಇಂದಿಗೂ ಆ ನೆನಪು ಮನಸ್ಸಿನಲ್ಲಿ ಹಸಿರಾಗಿದೆ. ಲವ್ ಯೂ ಅಮ್ಮ ನೀನು ಸ್ವರ್ಗದಲ್ಲಿ ಇರುತೀಯ. - ಮುರಳೀಧರ್ ಹೆಚ್ ಸಿ, ಪತ್ರಕರ್ತರು, ಶಿವಮೊಗ್ಗ <box>482 906 666 1088</box>
person-figure <box>750 1238 770 1328</box>
plastic-headline: ಪ್ಲಾಸ್ಟಿಕ್ ಬಾಟಲಿ ತ್ಯಜಿಸಿ, ಸ್ಟೀಲ್ ಬಾಟಲಿ ಬಳಸಿ: ಪರಿಸರ ನಾಗರಾಜ್ <box>672 1042 1094 1162</box>
person-figure <box>694 1258 714 1328</box>
kasturi-col-2: ರೈತ ಸಂಘದ ಗೌರವಾಧ್ಯಕ್ಷ ಈರಣ್ಣ ಪ್ಯಾಟಿ ಮಾತನಾಡಿ, ಅಭಿವೃದ್ಧಿ ಹೊಂದಿರುವ ಕೃಷಿ ಪ್ರದೇಶಗಳನ್ನು ಪರಿಸರ ಸೂಕ್ಷ್ಮ ವಲಯಕ್ಕೆ ಸೇರಿಸುವುದು ಸರಿಯಲ್ಲ ಎಂದರು. <box>424 1372 548 1425</box>
person-figure <box>918 1238 938 1328</box>
horoscope-sign <box>7 219 275 299</box>
ram-icon <box>11 222 49 266</box>
twins-icon <box>11 382 49 426</box>
person-figure <box>974 1248 994 1328</box>
left-column <box>6 38 276 1710</box>
maiden-icon <box>11 622 49 666</box>
sign-text: ಆರೋಗ್ಯದ ಬಗ್ಗೆ ಸ್ವಲ್ಪ ಕಾಳಜಿ ವಹಿಸಬೇಕು. ಪ್ರಮುಖ ಜನರು ನಿಮ್ಮ ವಿಚಾರಗಳಿಗೆ ಕಿವಿಗೊಡುತ್ತಾರೆ. ನಿಮ್ಮ ಕೆಲಸದ ಸ್ಥಳದಲ್ಲಿ ಹೊಸ ಜವಾಬ್ದಾರಿಗಳು ದೊರೆಯುತ್ತವೆ. ಮನೆಯ ಹಿರಿಯರ ಆಶೀರ್ವಾದ ನಿಮ್ಮೊಂದಿಗಿದೆ. <box>54 862 271 896</box>
horoscope-sign <box>7 699 275 779</box>
kasturi-headline: ಕಸ್ತೂರಿರಂಗನ್ ವರದಿ ರೈತರ ಪಾಲಿಗೆ ಮರಣಶಾಸನ <box>288 1341 592 1363</box>
crab-icon <box>11 462 49 506</box>
